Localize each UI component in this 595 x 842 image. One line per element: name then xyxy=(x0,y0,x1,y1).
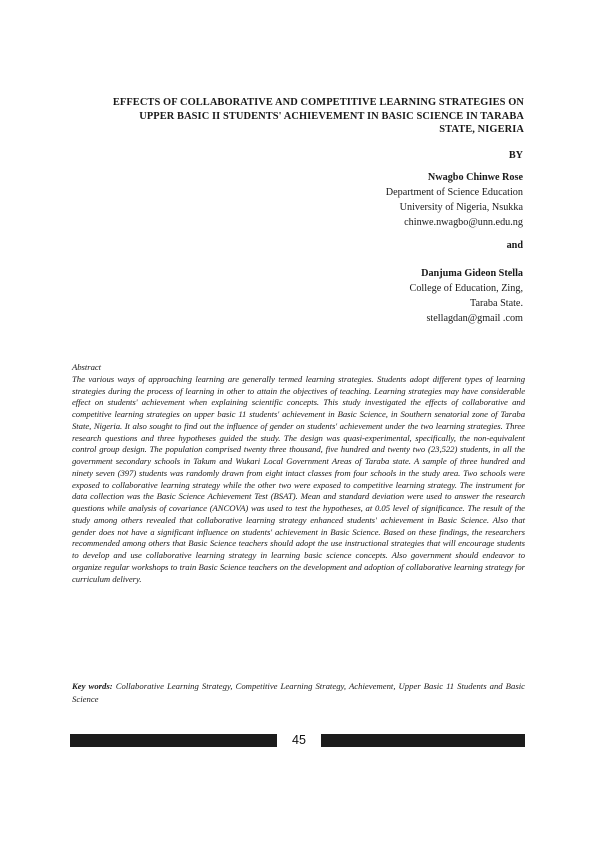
title-line: UPPER BASIC II STUDENTS' ACHIEVEMENT IN BASIC SCIENCE IN TARABA xyxy=(139,110,524,122)
abstract-body: The various ways of approaching learning are generally termed learning strategies. Students adopt different types of learning strategies during the process of learning in other to attain the objectives of teaching. Learning strategies may have considerable effect on students' achievement when explaining scientific concepts. This study investigated the effects of collaborative and competitive learning strategies on upper basic 11 students' achievement in Basic Science, in Southern senatorial zone of Taraba State, Nigeria. It also sought to find out the influence of gender on students' achievement under the two learning strategies. Three research questions and three hypotheses guided the study. The design was quasi-experimental, specifically, the non-equivalent control group design. The population comprised twenty three thousand, five hundred and twenty two (23,522) students, in all the government secondary schools in Takum and Wukari Local Government Areas of Taraba state. A sample of three hundred and ninety seven (397) students was randomly drawn from eight intact classes from four schools in the study area. Two schools were exposed to collaborative learning strategy while the other two were exposed to competitive learning strategy. The instrument for data collection was the Basic Science Achievement Test (BSAT). Mean and standard deviation were used to answer the research questions while analysis of covariance (ANCOVA) was used to test the hypotheses, at 0.05 level of significance. The result of the study among others revealed that collaborative learning strategy enhanced students' achievement in Basic Science. Also that gender does not have a significant influence on students' achievement in Basic Science. Based on these findings, the researchers recommended among others that Basic Science teachers should adopt the use instructional strategies that will encourage students to develop and use collaborative learning strategy in learning basic science concepts. Also government should endeavor to organize regular workshops to train Basic Science teachers on the development and adoption of collaborative learning strategy for curriculum delivery. xyxy=(72,373,525,584)
keywords-text: Collaborative Learning Strategy, Competitive Learning Strategy, Achievement, Upper Basic 11 Students and Basic Science xyxy=(72,681,525,704)
author-name: Danjuma Gideon Stella xyxy=(421,268,523,279)
keywords-section xyxy=(72,680,525,705)
author-institution: University of Nigeria, Nsukka xyxy=(399,202,523,213)
by-label: BY xyxy=(508,150,523,161)
abstract-heading: Abstract xyxy=(72,362,102,372)
keywords-label: Key words: xyxy=(72,681,116,691)
title-line: STATE, NIGERIA xyxy=(439,124,524,136)
author-block-1 xyxy=(223,170,523,230)
abstract-section xyxy=(72,362,525,585)
author-affiliation: College of Education, Zing, xyxy=(409,283,523,294)
author-email: chinwe.nwagbo@unn.edu.ng xyxy=(404,217,523,228)
author-affiliation: Department of Science Education xyxy=(385,187,523,198)
author-email: stellagdan@gmail .com xyxy=(426,313,523,324)
title-line: EFFECTS OF COLLABORATIVE AND COMPETITIVE LEARNING STRATEGIES ON xyxy=(112,97,524,108)
paper-title xyxy=(80,96,524,137)
author-block-2 xyxy=(223,266,523,326)
author-name: Nwagbo Chinwe Rose xyxy=(427,172,523,183)
and-label: and xyxy=(506,240,523,251)
author-location: Taraba State. xyxy=(469,298,523,309)
page-number: 45 xyxy=(277,731,321,749)
